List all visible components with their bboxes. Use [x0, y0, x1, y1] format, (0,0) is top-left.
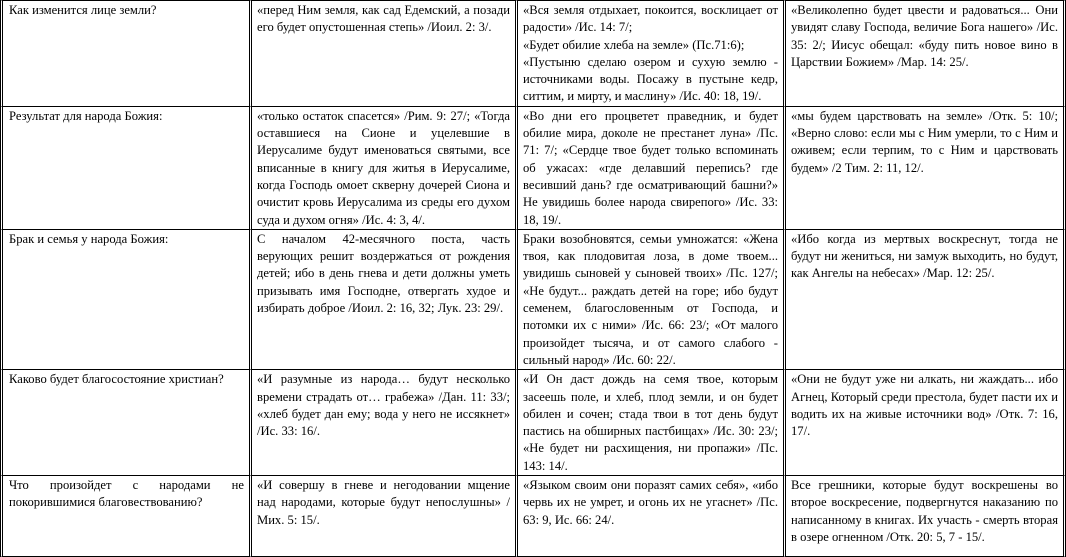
scripture-line: «Вся земля отдыхает, покоится, восклицает от радости» /Ис. 14: 7/; [523, 3, 778, 35]
scripture-cell-col3: Браки возобновятся, семьи умножатся: «Жена твоя, как плодовитая лоза, в доме твоем... увидишь сыновей у сыновей твоих» /Пс. 127/; «Не будут... раждать детей на горе; ибо будут семенем, благословенным от Господа, и потомки их с ними» /Ис. 66: 23/; «От малого произойдет тысяча, и от самого слабого - сильный народ» /Ис. 60: 22/. [518, 229, 786, 369]
table-row [0, 0, 1066, 106]
scripture-cell-col4: «Они не будут уже ни алкать, ни жаждать... ибо Агнец, Который среди престола, будет пасти их и водить их на живые источники вод» /Отк. 7: 16, 17/. [786, 369, 1066, 475]
scripture-line: «Будет обилие хлеба на земле» (Пс.71:6); [523, 37, 745, 52]
table-row [0, 369, 1066, 475]
question-cell: Каково будет благосостояние христиан? [0, 369, 252, 475]
scripture-cell-col2: «И совершу в гневе и негодовании мщение над народами, которые будут непослушны» /Мих. 5: 15/. [252, 475, 518, 557]
scripture-cell-col3: «Во дни его процветет праведник, и будет обилие мира, доколе не престанет луна» /Пс. 71: 7/; «Сердце твое будет только вспоминать об ужасах: «где делавший перепись? где весивший дань? где осматривающий башни?» Не увидишь более народа свирепого» /Ис. 33: 18, 19/. [518, 106, 786, 229]
table-row [0, 475, 1066, 557]
scripture-cell-col4: «Великолепно будет цвести и радоваться... Они увидят славу Господа, величие Бога нашего» /Ис. 35: 2/; Иисус обещал: «буду пить новое вино в Царствии Божием» /Мар. 14: 25/. [786, 0, 1066, 106]
question-cell: Что произойдет с народами не покорившимися благовествованию? [0, 475, 252, 557]
scripture-cell-col3: «И Он даст дождь на семя твое, которым засеешь поле, и хлеб, плод земли, и он будет обилен и сочен; стада твои в тот день будут пастись на обширных пастбищах» /Ис. 30: 23/; «Не будет ни расхищения, ни пропажи» /Пс. 143: 14/. [518, 369, 786, 475]
question-cell: Результат для народа Божия: [0, 106, 252, 229]
scripture-cell-col2: «И разумные из народа… будут несколько времени страдать от… грабежа» /Дан. 11: 33/; «хлеб будет дан ему; вода у него не иссякнет» /Ис. 33: 16/. [252, 369, 518, 475]
scripture-cell-col4: «Ибо когда из мертвых воскреснут, тогда не будут ни жениться, ни замуж выходить, но будут, как Ангелы на небесах» /Мар. 12: 25/. [786, 229, 1066, 369]
question-cell: Как изменится лице земли? [0, 0, 252, 106]
table-row [0, 229, 1066, 369]
scripture-cell-col2: «только остаток спасется» /Рим. 9: 27/; «Тогда оставшиеся на Сионе и уцелевшие в Иерусалиме будут именоваться святыми, все вписанные в книгу для житья в Иерусалиме, когда Господь омоет скверну дочерей Сиона и очистит кровь Иерусалима из среды его духом суда и духом огня» /Ис. 4: 3, 4/. [252, 106, 518, 229]
scripture-cell-col4: «мы будем царствовать на земле» /Отк. 5: 10/; «Верно слово: если мы с Ним умерли, то с Ним и оживем; если терпим, то с Ним и царствовать будем» /2 Тим. 2: 11, 12/. [786, 106, 1066, 229]
scripture-cell-col3 [518, 0, 786, 106]
table-row [0, 106, 1066, 229]
question-cell: Брак и семья у народа Божия: [0, 229, 252, 369]
scripture-cell-col2: «перед Ним земля, как сад Едемский, а позади его будет опустошенная степь» /Иоил. 2: 3/. [252, 0, 518, 106]
scripture-cell-col4: Все грешники, которые будут воскрешены во второе воскресение, подвергнутся наказанию по написанному в книгах. Их участь - смерть вторая в озере огненном /Отк. 20: 5, 7 - 15/. [786, 475, 1066, 557]
scripture-line: «Пустыню сделаю озером и сухую землю - источниками воды. Посажу в пустыне кедр, ситтим, и мирту, и маслину» /Ис. 40: 18, 19/. [523, 54, 778, 104]
scripture-cell-col2: С началом 42-месячного поста, часть верующих решит воздержаться от рождения детей; ибо в день гнева и дети должны уметь призывать имя Господне, отвергать худое и избирать доброе /Иоил. 2: 16, 32; Лук. 23: 29/. [252, 229, 518, 369]
scripture-cell-col3: «Языком своим они поразят самих себя», «ибо червь их не умрет, и огонь их не угаснет» /Пс. 63: 9, Ис. 66: 24/. [518, 475, 786, 557]
